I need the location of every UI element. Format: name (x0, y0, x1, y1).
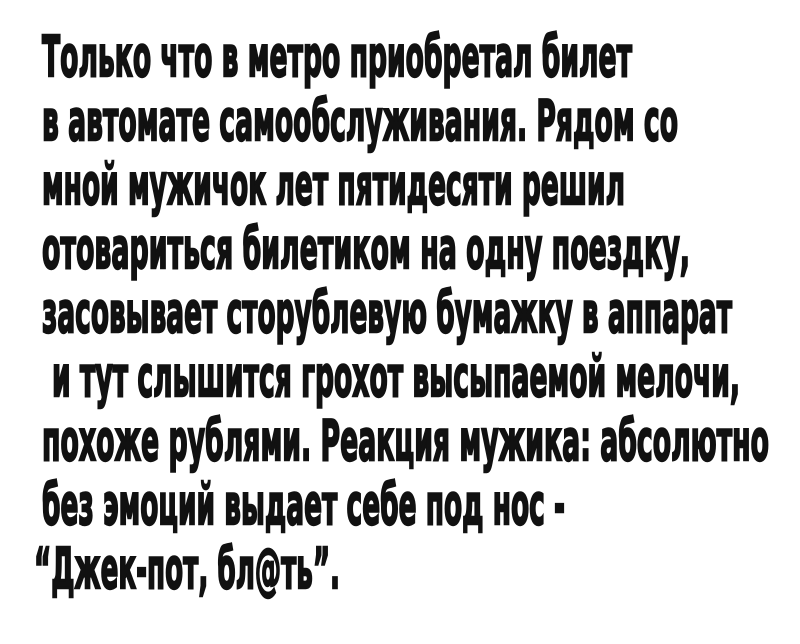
text-line-9: “Джек-пот, бл@ть”. (34, 537, 340, 602)
text-line-1: Только что в метро приобретал билет (42, 25, 632, 90)
text-line-6: и тут слышится грохот высыпаемой мелочи, (52, 345, 740, 410)
story-text (34, 25, 780, 602)
text-line-7: похоже рублями. Реакция мужика: абсолютно (42, 409, 769, 474)
text-line-5: засовывает сторублевую бумажку в аппарат (42, 281, 732, 346)
text-line-2: в автомате самообслуживания. Рядом со (42, 89, 678, 154)
text-line-3: мной мужичок лет пятидесяти решил (42, 153, 625, 218)
text-line-4: отовариться билетиком на одну поездку, (42, 217, 690, 282)
text-line-8: без эмоций выдает себе под нос - (42, 473, 565, 538)
